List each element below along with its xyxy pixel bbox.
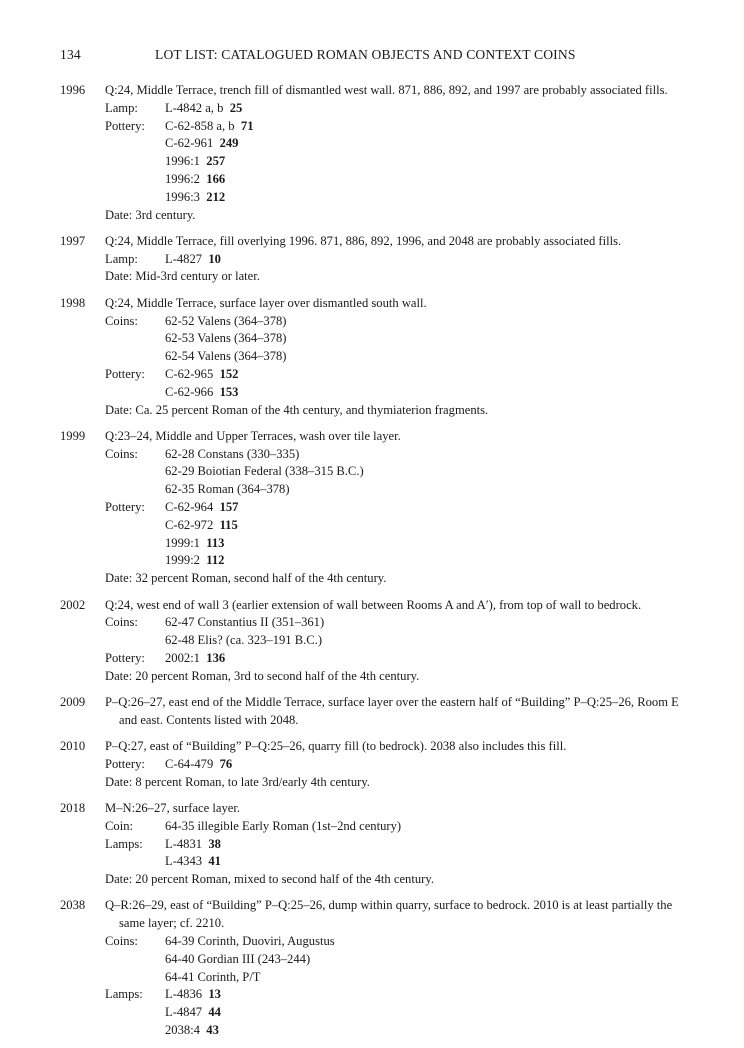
lot-date: Date: Mid-3rd century or later. bbox=[105, 269, 260, 284]
inventory-number: 2002:1 bbox=[165, 650, 200, 665]
object-group bbox=[105, 313, 700, 366]
catalogue-ref-number: 25 bbox=[229, 100, 243, 115]
inventory-number: L-4836 bbox=[165, 987, 203, 1002]
inventory-number: 64-39 Corinth, Duoviri, Augustus bbox=[165, 934, 335, 949]
inventory-number: L-4831 bbox=[165, 836, 203, 851]
catalogue-entry bbox=[165, 446, 700, 464]
lot-description: Q:24, west end of wall 3 (earlier extension of wall between Rooms A and A′), from top of wall to bedrock. bbox=[105, 597, 642, 612]
page-number: 134 bbox=[60, 47, 81, 62]
entry-list bbox=[165, 836, 700, 872]
category-label: Lamp: bbox=[105, 100, 138, 115]
lot-date: Date: 20 percent Roman, 3rd to second half of the 4th century. bbox=[105, 668, 420, 683]
catalogue-ref-number: 115 bbox=[219, 517, 238, 532]
category-label: Pottery: bbox=[105, 366, 145, 381]
catalogue-entry bbox=[165, 499, 700, 517]
catalogue-entry bbox=[165, 189, 700, 207]
catalogue-entry bbox=[165, 650, 700, 668]
lot-body bbox=[105, 897, 700, 1039]
lot-description: Q:24, Middle Terrace, surface layer over dismantled south wall. bbox=[105, 295, 427, 310]
inventory-number: 2038:4 bbox=[165, 1023, 200, 1038]
lot-description: P–Q:26–27, east end of the Middle Terrace, surface layer over the eastern half of “Building” P–Q:25–26, Room E and east. Contents listed with 2048. bbox=[105, 695, 679, 727]
lot-description: M–N:26–27, surface layer. bbox=[105, 800, 240, 815]
lot-body bbox=[105, 800, 700, 889]
category-label: Pottery: bbox=[105, 118, 145, 133]
entry-list bbox=[165, 251, 700, 269]
catalogue-entry bbox=[165, 951, 700, 969]
category-label: Pottery: bbox=[105, 756, 145, 771]
catalogue-entry bbox=[165, 135, 700, 153]
catalogue-ref-number: 13 bbox=[208, 987, 221, 1002]
category-label: Lamps: bbox=[105, 836, 143, 851]
lot-entry bbox=[60, 738, 700, 791]
lot-number: 2002 bbox=[60, 597, 86, 612]
object-group bbox=[105, 366, 700, 402]
lot-date: Date: 32 percent Roman, second half of the 4th century. bbox=[105, 571, 387, 586]
catalogue-ref-number: 71 bbox=[240, 118, 254, 133]
entry-list bbox=[165, 756, 700, 774]
catalogue-entry bbox=[165, 969, 700, 987]
inventory-number: C-62-961 bbox=[165, 136, 214, 151]
object-group bbox=[105, 118, 700, 207]
object-group bbox=[105, 818, 700, 836]
category-label: Coins: bbox=[105, 446, 138, 461]
lot-body bbox=[105, 694, 700, 730]
lot-number: 1998 bbox=[60, 295, 86, 310]
inventory-number: 1996:1 bbox=[165, 154, 200, 169]
object-group bbox=[105, 446, 700, 499]
catalogue-entry bbox=[165, 348, 700, 366]
catalogue-entry bbox=[165, 535, 700, 553]
lot-entry bbox=[60, 597, 700, 686]
catalogue-entry bbox=[165, 366, 700, 384]
object-group bbox=[105, 100, 700, 118]
catalogue-entry bbox=[165, 313, 700, 331]
lot-body bbox=[105, 738, 700, 791]
catalogue-entry bbox=[165, 100, 700, 118]
lot-number: 2038 bbox=[60, 898, 86, 913]
inventory-number: 62-28 Constans (330–335) bbox=[165, 446, 300, 461]
catalogue-ref-number: 10 bbox=[208, 251, 221, 266]
inventory-number: 1999:2 bbox=[165, 553, 200, 568]
catalogue-entry bbox=[165, 818, 700, 836]
inventory-number: C-62-964 bbox=[165, 500, 214, 515]
inventory-number: 62-47 Constantius II (351–361) bbox=[165, 615, 325, 630]
inventory-number: 64-40 Gordian III (243–244) bbox=[165, 951, 311, 966]
inventory-number: 62-53 Valens (364–378) bbox=[165, 331, 287, 346]
inventory-number: L-4842 a, b bbox=[165, 100, 224, 115]
lot-body bbox=[105, 597, 700, 686]
inventory-number: C-62-972 bbox=[165, 517, 214, 532]
catalogue-ref-number: 41 bbox=[208, 854, 221, 869]
catalogue-ref-number: 113 bbox=[206, 535, 225, 550]
entry-list bbox=[165, 100, 700, 118]
lot-number: 2018 bbox=[60, 800, 86, 815]
inventory-number: 62-48 Elis? (ca. 323–191 B.C.) bbox=[165, 633, 323, 648]
catalogue-ref-number: 249 bbox=[219, 136, 239, 151]
entry-list bbox=[165, 118, 700, 207]
catalogue-entry bbox=[165, 517, 700, 535]
lot-number: 2009 bbox=[60, 695, 86, 709]
lot-entry bbox=[60, 800, 700, 889]
lot-list bbox=[60, 82, 700, 1048]
inventory-number: L-4827 bbox=[165, 251, 203, 266]
entry-list bbox=[165, 650, 700, 668]
category-label: Coins: bbox=[105, 615, 138, 630]
inventory-number: 62-52 Valens (364–378) bbox=[165, 313, 287, 328]
object-group bbox=[105, 933, 700, 986]
page-header bbox=[60, 46, 700, 66]
catalogue-ref-number: 76 bbox=[219, 756, 233, 771]
category-label: Coin: bbox=[105, 818, 133, 833]
lot-number: 1996 bbox=[60, 83, 86, 97]
entry-list bbox=[165, 499, 700, 570]
catalogue-entry bbox=[165, 632, 700, 650]
lot-date: Date: Ca. 25 percent Roman of the 4th century, and thymiaterion fragments. bbox=[105, 402, 489, 417]
catalogue-ref-number: 257 bbox=[206, 154, 226, 169]
lot-body bbox=[105, 295, 700, 420]
object-group bbox=[105, 650, 700, 668]
catalogue-entry bbox=[165, 171, 700, 189]
catalogue-entry bbox=[165, 330, 700, 348]
lot-date: Date: 20 percent Roman, mixed to second half of the 4th century. bbox=[105, 872, 434, 887]
catalogue-entry bbox=[165, 614, 700, 632]
inventory-number: L-4343 bbox=[165, 854, 203, 869]
lot-number: 1997 bbox=[60, 233, 86, 248]
catalogue-ref-number: 152 bbox=[219, 366, 239, 381]
object-group bbox=[105, 251, 700, 269]
running-title: LOT LIST: CATALOGUED ROMAN OBJECTS AND CONTEXT COINS bbox=[155, 47, 576, 62]
catalogue-entry bbox=[165, 836, 700, 854]
category-label: Pottery: bbox=[105, 650, 145, 665]
inventory-number: 1996:2 bbox=[165, 171, 200, 186]
lot-date: Date: 8 percent Roman, to late 3rd/early 4th century. bbox=[105, 774, 370, 789]
inventory-number: 64-35 illegible Early Roman (1st–2nd century) bbox=[165, 818, 402, 833]
catalogue-entry bbox=[165, 756, 700, 774]
catalogue-entry bbox=[165, 153, 700, 171]
catalogue-entry bbox=[165, 463, 700, 481]
object-group bbox=[105, 614, 700, 650]
catalogue-entry bbox=[165, 986, 700, 1004]
catalogue-ref-number: 157 bbox=[219, 500, 239, 515]
lot-description: Q:24, Middle Terrace, fill overlying 1996. 871, 886, 892, 1996, and 2048 are probably associated fills. bbox=[105, 233, 622, 248]
catalogue-ref-number: 112 bbox=[206, 553, 225, 568]
lot-body bbox=[105, 233, 700, 286]
entry-list bbox=[165, 818, 700, 836]
category-label: Lamps: bbox=[105, 987, 143, 1002]
lot-entry bbox=[60, 233, 700, 286]
lot-description: Q–R:26–29, east of “Building” P–Q:25–26, dump within quarry, surface to bedrock. 2010 is at least partially the same layer; cf. 2210. bbox=[105, 898, 673, 931]
catalogue-ref-number: 136 bbox=[206, 650, 226, 665]
inventory-number: 1996:3 bbox=[165, 189, 200, 204]
catalogue-entry bbox=[165, 853, 700, 871]
lot-entry bbox=[60, 82, 700, 224]
entry-list bbox=[165, 614, 700, 650]
lot-entry bbox=[60, 897, 700, 1039]
lot-entry bbox=[60, 694, 700, 730]
catalogue-ref-number: 43 bbox=[206, 1023, 219, 1038]
lot-description: Q:24, Middle Terrace, trench fill of dismantled west wall. 871, 886, 892, and 1997 are probably associated fills. bbox=[105, 83, 668, 97]
catalogue-entry bbox=[165, 933, 700, 951]
lot-body bbox=[105, 82, 700, 224]
lot-number: 1999 bbox=[60, 428, 86, 443]
category-label: Coins: bbox=[105, 313, 138, 328]
lot-entry bbox=[60, 295, 700, 420]
entry-list bbox=[165, 446, 700, 499]
category-label: Pottery: bbox=[105, 500, 145, 515]
entry-list bbox=[165, 366, 700, 402]
category-label: Lamp: bbox=[105, 251, 138, 266]
lot-date: Date: 3rd century. bbox=[105, 207, 196, 222]
object-group bbox=[105, 986, 700, 1039]
inventory-number: 64-41 Corinth, P/T bbox=[165, 969, 261, 984]
catalogue-entry bbox=[165, 481, 700, 499]
inventory-number: C-64-479 bbox=[165, 756, 214, 771]
lot-description: P–Q:27, east of “Building” P–Q:25–26, quarry fill (to bedrock). 2038 also includes this fill. bbox=[105, 739, 567, 754]
lot-description: Q:23–24, Middle and Upper Terraces, wash over tile layer. bbox=[105, 428, 401, 443]
inventory-number: L-4847 bbox=[165, 1005, 203, 1020]
inventory-number: 62-54 Valens (364–378) bbox=[165, 349, 287, 364]
catalogue-entry bbox=[165, 552, 700, 570]
inventory-number: 62-29 Boiotian Federal (338–315 B.C.) bbox=[165, 464, 364, 479]
inventory-number: 1999:1 bbox=[165, 535, 200, 550]
lot-number: 2010 bbox=[60, 739, 86, 754]
lot-body bbox=[105, 428, 700, 588]
entry-list bbox=[165, 986, 700, 1039]
category-label: Coins: bbox=[105, 934, 138, 949]
catalogue-ref-number: 38 bbox=[208, 836, 221, 851]
entry-list bbox=[165, 933, 700, 986]
entry-list bbox=[165, 313, 700, 366]
inventory-number: 62-35 Roman (364–378) bbox=[165, 482, 290, 497]
catalogue-entry bbox=[165, 118, 700, 136]
inventory-number: C-62-965 bbox=[165, 366, 214, 381]
catalogue-entry bbox=[165, 1022, 700, 1040]
lot-entry bbox=[60, 428, 700, 588]
catalogue-ref-number: 153 bbox=[219, 384, 239, 399]
object-group bbox=[105, 836, 700, 872]
catalogue-ref-number: 166 bbox=[206, 171, 226, 186]
catalogue-entry bbox=[165, 384, 700, 402]
catalogue-entry bbox=[165, 1004, 700, 1022]
catalogue-ref-number: 44 bbox=[208, 1005, 221, 1020]
inventory-number: C-62-858 a, b bbox=[165, 118, 235, 133]
inventory-number: C-62-966 bbox=[165, 384, 214, 399]
catalogue-entry bbox=[165, 251, 700, 269]
object-group bbox=[105, 756, 700, 774]
catalogue-ref-number: 212 bbox=[206, 189, 226, 204]
object-group bbox=[105, 499, 700, 570]
